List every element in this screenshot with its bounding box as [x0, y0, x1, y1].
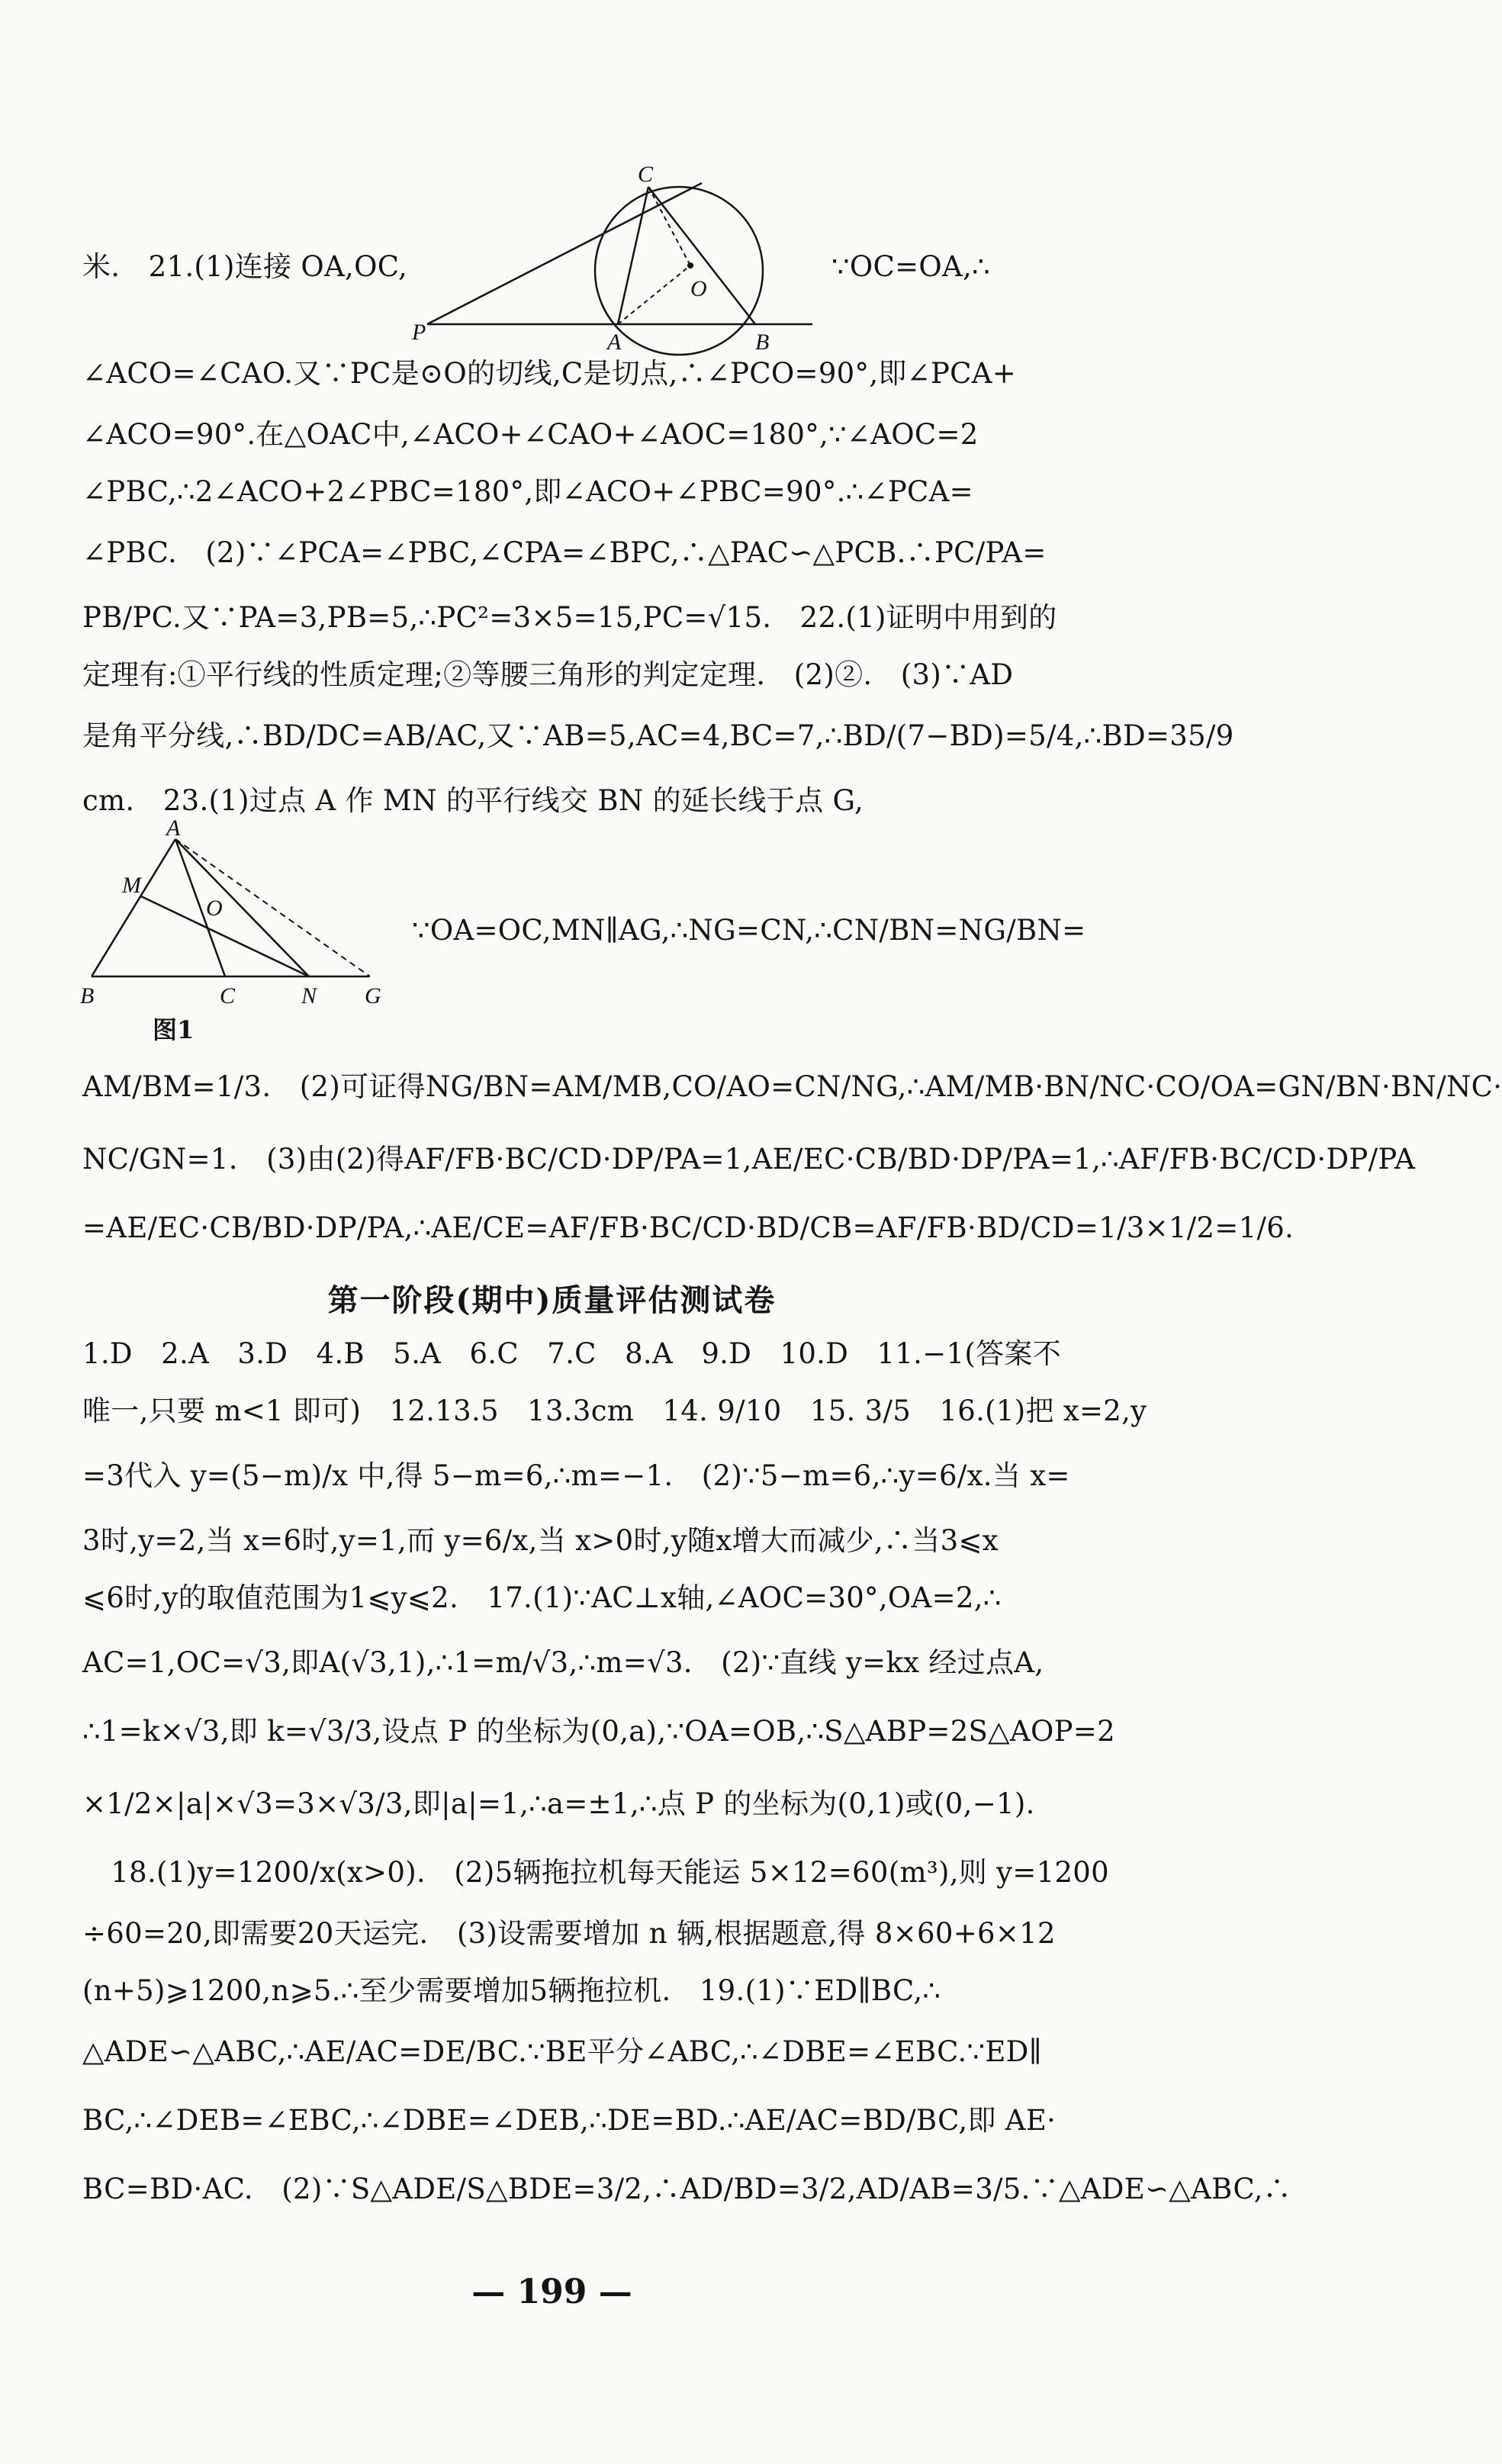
label-b: B	[80, 983, 95, 1008]
text-line: BC,∴∠DEB=∠EBC,∴∠DBE=∠DEB,∴DE=BD.∴AE/AC=BD/BC,即 AE·	[82, 2104, 1057, 2137]
text-line: ∠PBC. (2)∵∠PCA=∠PBC,∠CPA=∠BPC,∴△PAC∽△PCB.∴PC/PA=	[82, 536, 1047, 569]
figure-caption: 图1	[153, 1015, 195, 1044]
text-line: BC=BD·AC. (2)∵S△ADE/S△BDE=3/2,∴AD/BD=3/2,AD/AB=3/5.∵△ADE∽△ABC,∴	[82, 2173, 1291, 2205]
text-line: ⩽6时,y的取值范围为1⩽y⩽2. 17.(1)∵AC⊥x轴,∠AOC=30°,OA=2,∴	[82, 1581, 1002, 1614]
text-line: 18.(1)y=1200/x(x>0). (2)5辆拖拉机每天能运 5×12=60(m³),则 y=1200	[82, 1856, 1109, 1889]
text-line: 唯一,只要 m<1 即可) 12.13.5 13.3cm 14. 9/10 15. 3/5 16.(1)把 x=2,y	[82, 1394, 1147, 1427]
text-line: ÷60=20,即需要20天运完. (3)设需要增加 n 辆,根据题意,得 8×60+6×12	[82, 1917, 1056, 1950]
label-c: C	[220, 983, 236, 1008]
text-line: PB/PC.又∵PA=3,PB=5,∴PC²=3×5=15,PC=√15. 22.(1)证明中用到的	[82, 601, 1057, 634]
label-p: P	[412, 320, 426, 345]
text-line: 3时,y=2,当 x=6时,y=1,而 y=6/x,当 x>0时,y随x增大而减少,∴当3⩽x	[82, 1524, 999, 1557]
figure-1-triangle	[76, 815, 397, 1015]
text-line: ∴1=k×√3,即 k=√3/3,设点 P 的坐标为(0,a),∵OA=OB,∴S△ABP=2S△AOP=2	[82, 1715, 1115, 1748]
text-line: cm. 23.(1)过点 A 作 MN 的平行线交 BN 的延长线于点 G,	[82, 784, 864, 817]
page-number: — 199 —	[471, 2273, 632, 2311]
text-line: 是角平分线,∴BD/DC=AB/AC,又∵AB=5,AC=4,BC=7,∴BD/(7−BD)=5/4,∴BD=35/9	[82, 719, 1234, 752]
text-line: NC/GN=1. (3)由(2)得AF/FB·BC/CD·DP/PA=1,AE/EC·CB/BD·DP/PA=1,∴AF/FB·BC/CD·DP/PA	[82, 1143, 1416, 1176]
text-line: (n+5)⩾1200,n⩾5.∴至少需要增加5辆拖拉机. 19.(1)∵ED∥BC,∴	[82, 1974, 941, 2007]
label-m: M	[122, 873, 141, 898]
label-b: B	[755, 330, 770, 355]
text-line: ∠ACO=∠CAO.又∵PC是⊙O的切线,C是切点,∴∠PCO=90°,即∠PCA+	[82, 357, 1017, 390]
text-line: 1.D 2.A 3.D 4.B 5.A 6.C 7.C 8.A 9.D 10.D 11.−1(答案不	[82, 1337, 1062, 1370]
label-o: O	[206, 896, 223, 921]
section-heading: 第一阶段(期中)质量评估测试卷	[327, 1282, 777, 1318]
label-c: C	[638, 162, 654, 187]
label-o: O	[690, 276, 707, 301]
text-line: ∵OC=OA,∴	[831, 250, 990, 283]
text-line: AC=1,OC=√3,即A(√3,1),∴1=m/√3,∴m=√3. (2)∵直线 y=kx 经过点A,	[82, 1646, 1044, 1679]
text-line: ×1/2×|a|×√3=3×√3/3,即|a|=1,∴a=±1,∴点 P 的坐标为(0,1)或(0,−1).	[82, 1787, 1035, 1820]
label-a: A	[166, 815, 181, 841]
text-line: △ADE∽△ABC,∴AE/AC=DE/BC.∵BE平分∠ABC,∴∠DBE=∠EBC.∵ED∥	[82, 2035, 1043, 2068]
text-line: AM/BM=1/3. (2)可证得NG/BN=AM/MB,CO/AO=CN/NG,∴AM/MB·BN/NC·CO/OA=GN/BN·BN/NC·	[82, 1070, 1502, 1103]
text-line: ∠ACO=90°.在△OAC中,∠ACO+∠CAO+∠AOC=180°,∵∠AOC=2	[82, 418, 979, 451]
label-n: N	[301, 983, 317, 1008]
label-g: G	[365, 983, 381, 1008]
circle-tangent-figure	[412, 162, 839, 359]
label-a: A	[607, 330, 622, 355]
text-line: =AE/EC·CB/BD·DP/PA,∴AE/CE=AF/FB·BC/CD·BD/CB=AF/FB·BD/CD=1/3×1/2=1/6.	[82, 1211, 1295, 1244]
text-line: ∠PBC,∴2∠ACO+2∠PBC=180°,即∠ACO+∠PBC=90°.∴∠PCA=	[82, 475, 973, 508]
text-line: ∵OA=OC,MN∥AG,∴NG=CN,∴CN/BN=NG/BN=	[412, 914, 1086, 947]
text-line: 定理有:①平行线的性质定理;②等腰三角形的判定定理. (2)②. (3)∵AD	[82, 658, 1014, 691]
text-line: =3代入 y=(5−m)/x 中,得 5−m=6,∴m=−1. (2)∵5−m=6,∴y=6/x.当 x=	[82, 1459, 1070, 1492]
text-line: 米. 21.(1)连接 OA,OC,	[82, 250, 408, 283]
